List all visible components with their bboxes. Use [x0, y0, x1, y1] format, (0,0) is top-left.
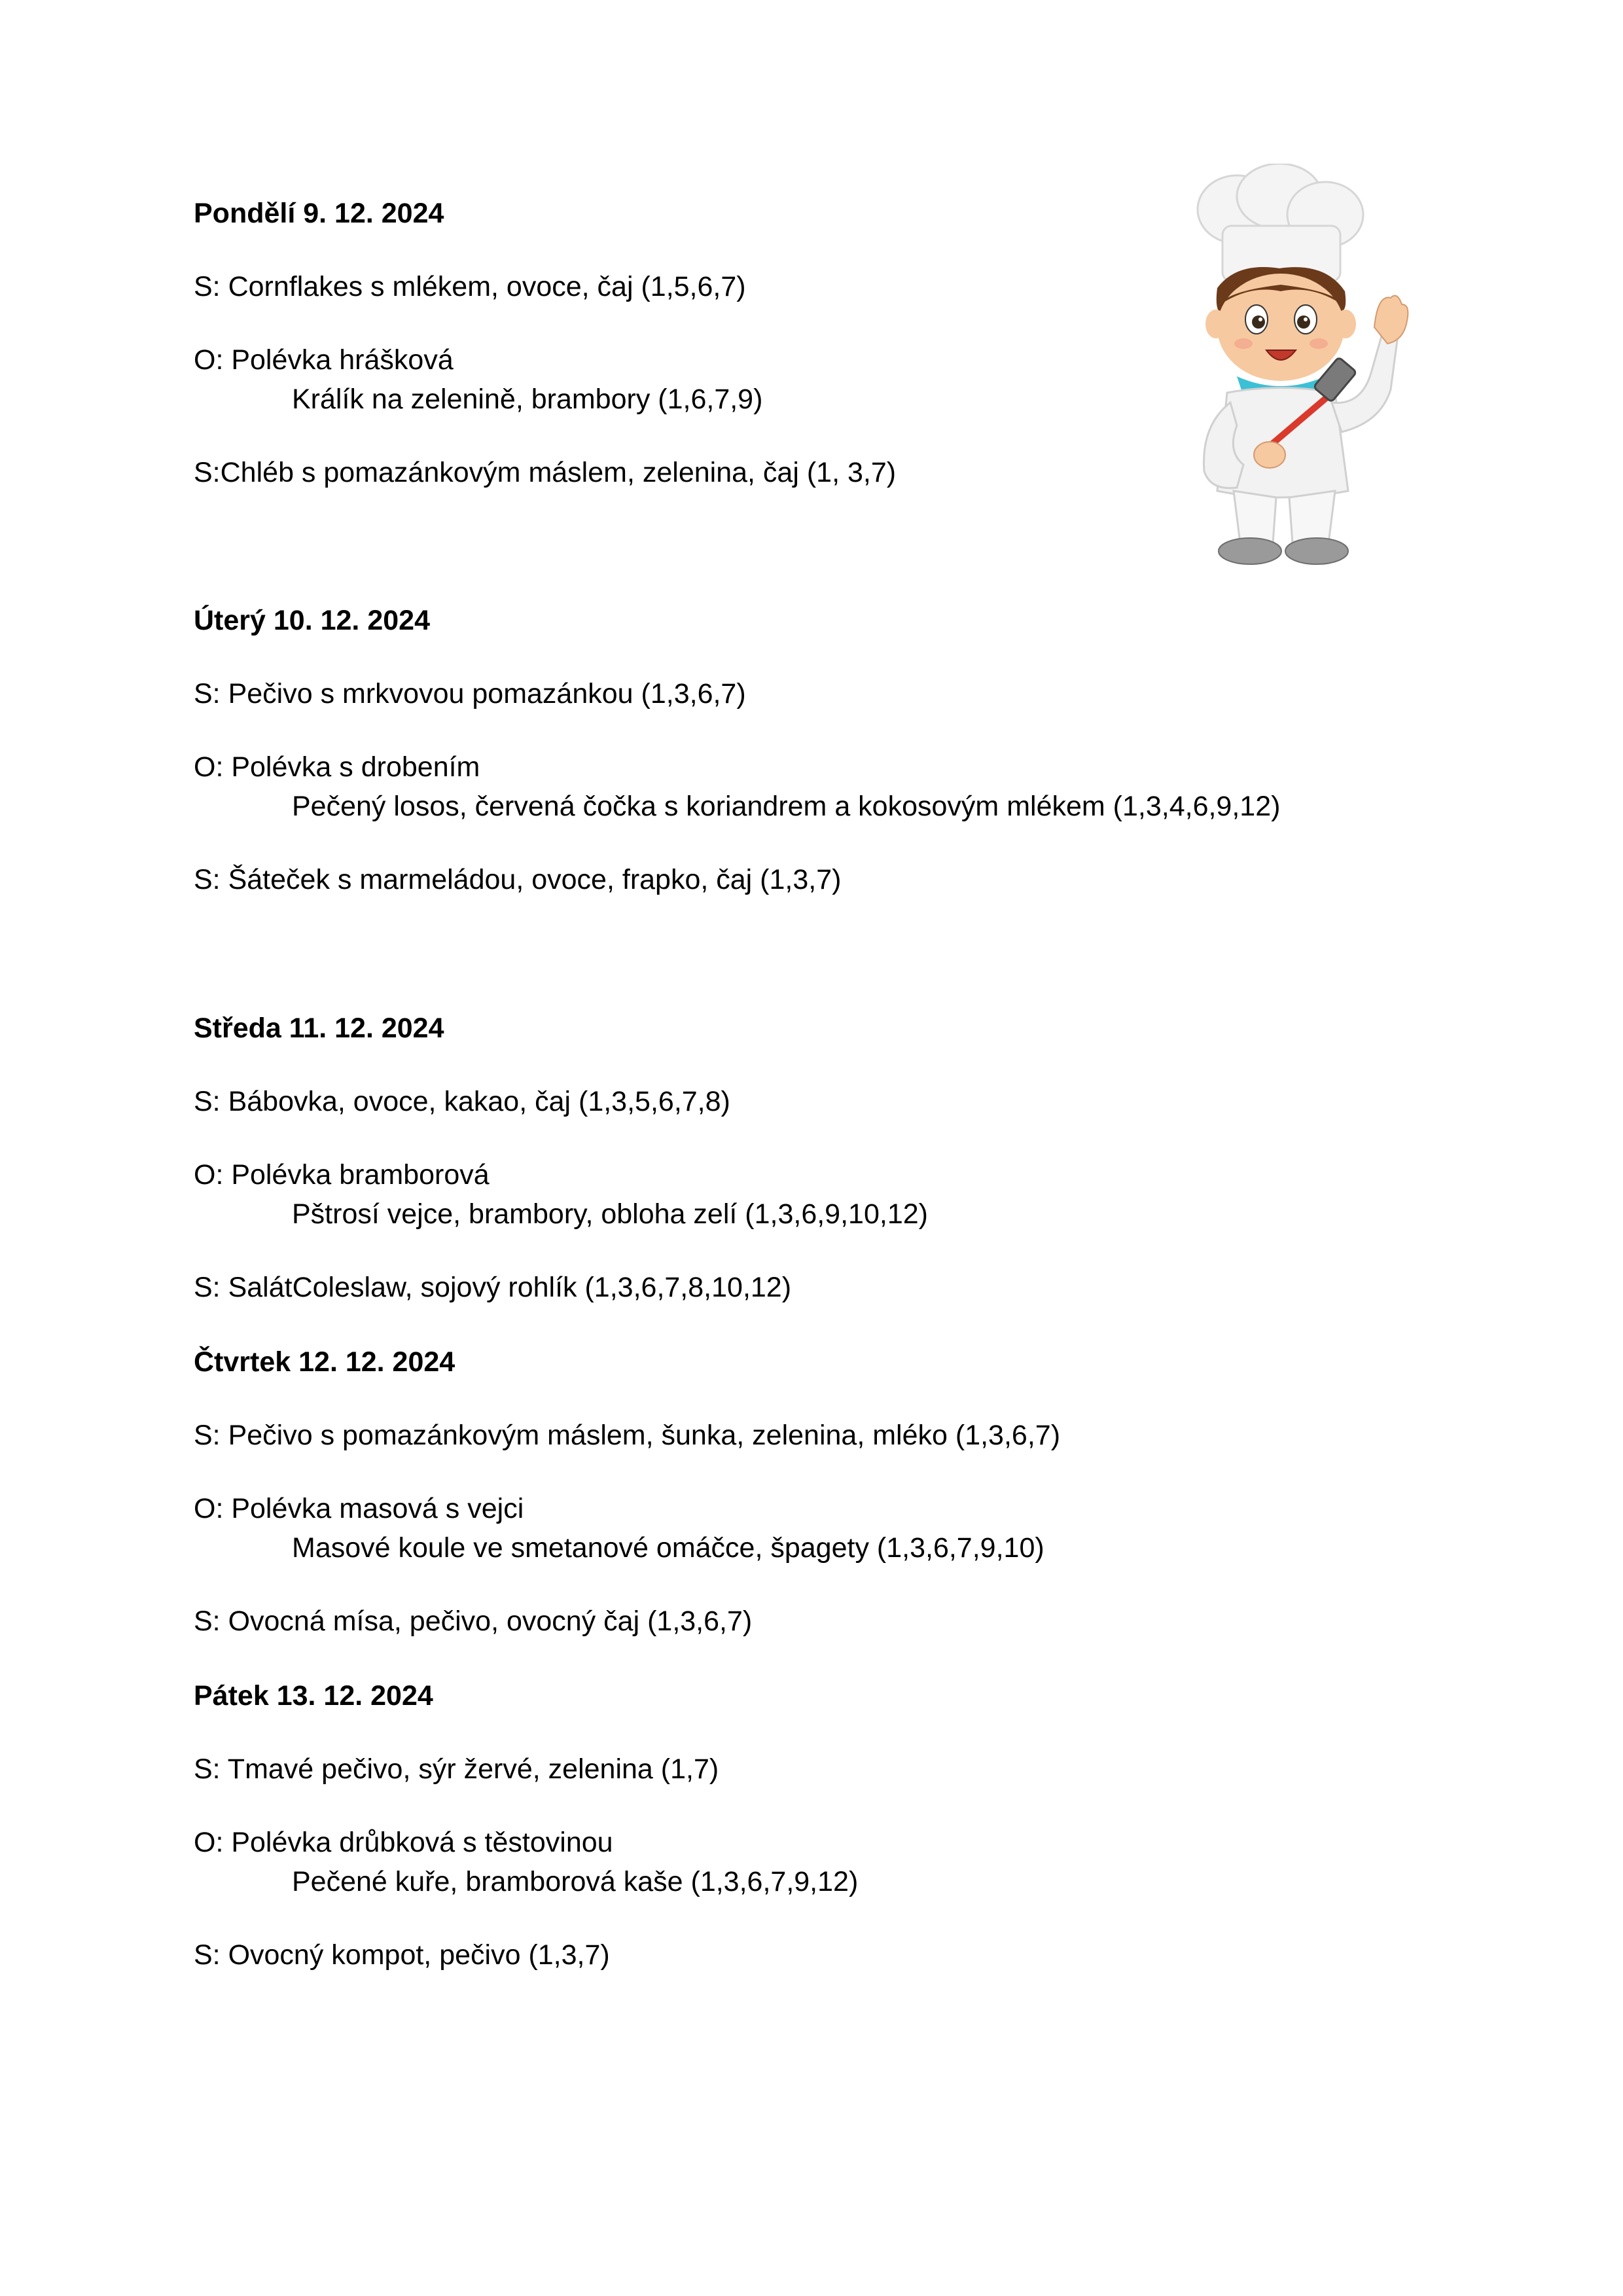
- day-title: Úterý 10. 12. 2024: [194, 605, 430, 636]
- snack-line: S: SalátColeslaw, sojový rohlík (1,3,6,7,8,10,12): [194, 1272, 792, 1303]
- lunch-soup-line: O: Polévka masová s vejci: [194, 1493, 524, 1524]
- lunch-soup-line: O: Polévka bramborová: [194, 1159, 490, 1191]
- snack-line: S:Chléb s pomazánkovým máslem, zelenina, čaj (1, 3,7): [194, 457, 897, 488]
- chef-hat: [1198, 164, 1363, 281]
- lunch-soup-line: O: Polévka drůbková s těstovinou: [194, 1827, 613, 1858]
- snack-line: S: Ovocný kompot, pečivo (1,3,7): [194, 1939, 610, 1971]
- lunch-main-line: Králík na zelenině, brambory (1,6,7,9): [292, 384, 763, 415]
- day-title: Pátek 13. 12. 2024: [194, 1680, 433, 1712]
- chef-icon: [1139, 164, 1414, 569]
- day-title: Čtvrtek 12. 12. 2024: [194, 1346, 455, 1378]
- lunch-soup-line: O: Polévka hrášková: [194, 344, 454, 376]
- breakfast-line: S: Tmavé pečivo, sýr žervé, zelenina (1,7): [194, 1753, 719, 1785]
- day-title: Středa 11. 12. 2024: [194, 1013, 444, 1044]
- snack-line: S: Šáteček s marmeládou, ovoce, frapko, čaj (1,3,7): [194, 864, 842, 895]
- lunch-main-line: Pštrosí vejce, brambory, obloha zelí (1,3,6,9,10,12): [292, 1198, 928, 1230]
- breakfast-line: S: Pečivo s mrkvovou pomazánkou (1,3,6,7): [194, 678, 746, 709]
- snack-line: S: Ovocná mísa, pečivo, ovocný čaj (1,3,6,7): [194, 1605, 753, 1637]
- lunch-soup-line: O: Polévka s drobením: [194, 751, 480, 783]
- breakfast-line: S: Pečivo s pomazánkovým máslem, šunka, zelenina, mléko (1,3,6,7): [194, 1420, 1061, 1451]
- day-title: Pondělí 9. 12. 2024: [194, 198, 444, 229]
- breakfast-line: S: Cornflakes s mlékem, ovoce, čaj (1,5,6,7): [194, 271, 746, 302]
- lunch-main-line: Pečený losos, červená čočka s koriandrem a kokosovým mlékem (1,3,4,6,9,12): [292, 791, 1281, 822]
- lunch-main-line: Pečené kuře, bramborová kaše (1,3,6,7,9,12): [292, 1866, 859, 1897]
- lunch-main-line: Masové koule ve smetanové omáčce, špagety (1,3,6,7,9,10): [292, 1532, 1044, 1564]
- breakfast-line: S: Bábovka, ovoce, kakao, čaj (1,3,5,6,7,8): [194, 1086, 730, 1117]
